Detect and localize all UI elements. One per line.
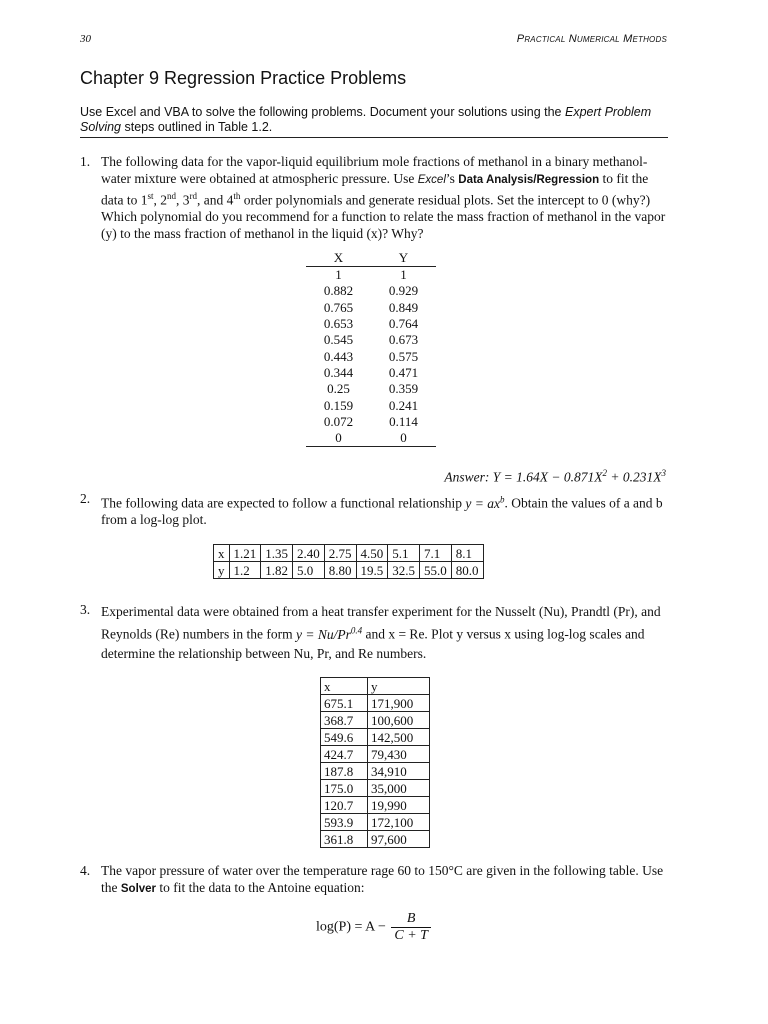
- y-cell: 171,900: [368, 695, 430, 712]
- column-header: X: [306, 250, 371, 267]
- x-cell: 175.0: [321, 780, 368, 797]
- table-row: [321, 746, 430, 763]
- equation-fraction: [391, 911, 431, 944]
- value-cell: 1.82: [261, 562, 293, 579]
- problem-text: The following data for the vapor-liquid equilibrium mole fractions of methanol in a binary methanol-water mixture were obtained at atmospheric pressure. Use Excel’s Data Analysis/Regression to fit the data to 1st, 2nd, 3rd, and 4th order polynomials and generate residual plots. Set the intercept to 0 (why?) Which polynomial do you recommend for a function to relate the mass fraction of methanol in the vapor (y) to the mass fraction of methanol in the liquid (x)? Why?: [101, 154, 666, 241]
- y-cell: 19,990: [368, 797, 430, 814]
- intro-italic-text: Expert Problem Solving: [80, 105, 652, 134]
- table-row: [321, 712, 430, 729]
- y-cell: 0.359: [388, 381, 419, 397]
- table-header-row: [321, 678, 430, 695]
- vle-data-table: [306, 250, 436, 447]
- x-cell: 0.653: [323, 316, 354, 332]
- y-cell: 0.575: [388, 348, 419, 364]
- table-row: [306, 414, 436, 430]
- x-cell: 1: [335, 267, 342, 283]
- column-header: x: [321, 678, 368, 695]
- y-cell: 35,000: [368, 780, 430, 797]
- x-cell: 0.159: [323, 397, 354, 413]
- value-cell: 55.0: [420, 562, 452, 579]
- value-cell: 80.0: [451, 562, 483, 579]
- intro-text-1: Use Excel and VBA to solve the following problems. Document your solutions using the: [80, 105, 565, 119]
- y-cell: 100,600: [368, 712, 430, 729]
- intro-text-2: steps outlined in Table 1.2.: [121, 120, 273, 134]
- table-row: [306, 283, 436, 299]
- y-cell: 172,100: [368, 814, 430, 831]
- nusselt-formula: $y = Nu/Pr^{0.4}$: [295, 625, 363, 642]
- table-row: [321, 729, 430, 746]
- page-number: 30: [80, 33, 91, 45]
- column-header: y: [368, 678, 430, 695]
- intro-paragraph: [80, 105, 668, 135]
- y-cell: 34,910: [368, 763, 430, 780]
- problem-number: 2.: [80, 491, 91, 506]
- answer-label: Answer:: [444, 469, 490, 485]
- table-row: [321, 780, 430, 797]
- column-header: Y: [371, 250, 436, 267]
- x-cell: 0.443: [323, 348, 354, 364]
- value-cell: 2.40: [293, 545, 325, 562]
- problem-number: 4.: [80, 863, 91, 878]
- table-row: [321, 814, 430, 831]
- x-cell: 0.882: [323, 283, 354, 299]
- table-row: [321, 797, 430, 814]
- problem-number: 1.: [80, 154, 91, 169]
- table-row: [321, 831, 430, 848]
- tool-name: Solver: [120, 882, 157, 895]
- table-body: [214, 545, 484, 579]
- x-cell: 187.8: [321, 763, 368, 780]
- x-cell: 0.765: [323, 299, 354, 315]
- x-cell: 424.7: [321, 746, 368, 763]
- problem-text: The vapor pressure of water over the temperature rage 60 to 150°C are given in the following table. Use the Solver to fit the data to the Antoine equation:: [101, 863, 664, 895]
- running-header-title: Practical Numerical Methods: [516, 33, 667, 45]
- problem-number: 3.: [80, 602, 91, 617]
- y-cell: 0.849: [388, 299, 419, 315]
- x-cell: 0.344: [323, 364, 354, 380]
- y-cell: 0.673: [388, 332, 419, 348]
- y-cell: 0.764: [388, 316, 419, 332]
- x-cell: 0: [306, 430, 371, 447]
- table-row: [306, 397, 436, 413]
- value-cell: 4.50: [356, 545, 388, 562]
- power-law-data-table: [213, 544, 484, 579]
- x-cell: 361.8: [321, 831, 368, 848]
- x-cell: 0.25: [327, 381, 350, 397]
- table-row: [306, 365, 436, 381]
- tool-name: Data Analysis/Regression: [458, 173, 600, 186]
- value-cell: 1.2: [229, 562, 261, 579]
- table-body: [321, 678, 430, 848]
- table-row: [321, 695, 430, 712]
- value-cell: 1.35: [261, 545, 293, 562]
- value-cell: 1.21: [229, 545, 261, 562]
- table-row: [306, 332, 436, 348]
- value-cell: 2.75: [324, 545, 356, 562]
- y-cell: 0: [371, 430, 436, 447]
- x-cell: 0.545: [323, 332, 354, 348]
- problem-text: The following data are expected to follow a functional relationship $y = ax^b$. Obtain the values of a and b from a log-log plot.: [101, 494, 663, 527]
- heat-transfer-data-table: [320, 677, 430, 848]
- equation-lhs: log(P) = A −: [316, 919, 386, 935]
- value-cell: 5.1: [388, 545, 420, 562]
- table-row: [306, 348, 436, 364]
- x-cell: 0.072: [323, 413, 354, 429]
- antoine-equation: [316, 911, 431, 944]
- table-row: [306, 300, 436, 316]
- table-body: [306, 267, 436, 447]
- answer-line: Answer: $Y = 1.64X - 0.871X^2 + 0.231X^3$: [444, 468, 666, 485]
- row-label-cell: y: [214, 562, 230, 579]
- table-row: [306, 316, 436, 332]
- y-cell: 0.471: [388, 364, 419, 380]
- y-cell: 142,500: [368, 729, 430, 746]
- power-law-formula: $y = ax^b$: [465, 494, 505, 511]
- table-row: [214, 562, 484, 579]
- table-row: [306, 267, 436, 284]
- value-cell: 32.5: [388, 562, 420, 579]
- value-cell: 19.5: [356, 562, 388, 579]
- fraction-denominator: C + T: [394, 928, 428, 943]
- y-cell: 1: [400, 267, 407, 283]
- table-row: [321, 763, 430, 780]
- y-cell: 0.114: [389, 413, 418, 429]
- y-cell: 0.241: [388, 397, 419, 413]
- value-cell: 8.80: [324, 562, 356, 579]
- y-cell: 97,600: [368, 831, 430, 848]
- section-divider: [80, 137, 668, 138]
- x-cell: 368.7: [321, 712, 368, 729]
- value-cell: 5.0: [293, 562, 325, 579]
- problem-text: Experimental data were obtained from a heat transfer experiment for the Nusselt (Nu), Prandtl (Pr), and Reynolds (Re) numbers in the form $y = Nu/Pr^{0.4}$ and x = Re. Plot y versus x using log-log scales and determine the relationship between Nu, Pr, and Re numbers.: [101, 604, 661, 661]
- x-cell: 120.7: [321, 797, 368, 814]
- x-cell: 549.6: [321, 729, 368, 746]
- table-row: [214, 545, 484, 562]
- table-row: [306, 430, 436, 447]
- fraction-numerator: B: [391, 911, 431, 928]
- y-cell: 0.929: [388, 283, 419, 299]
- x-cell: 593.9: [321, 814, 368, 831]
- chapter-title: Chapter 9 Regression Practice Problems: [80, 68, 407, 88]
- table-row: [306, 381, 436, 397]
- y-cell: 79,430: [368, 746, 430, 763]
- row-label-cell: x: [214, 545, 230, 562]
- value-cell: 7.1: [420, 545, 452, 562]
- excel-name: Excel: [417, 173, 446, 186]
- table-header-row: [306, 250, 436, 267]
- x-cell: 675.1: [321, 695, 368, 712]
- value-cell: 8.1: [451, 545, 483, 562]
